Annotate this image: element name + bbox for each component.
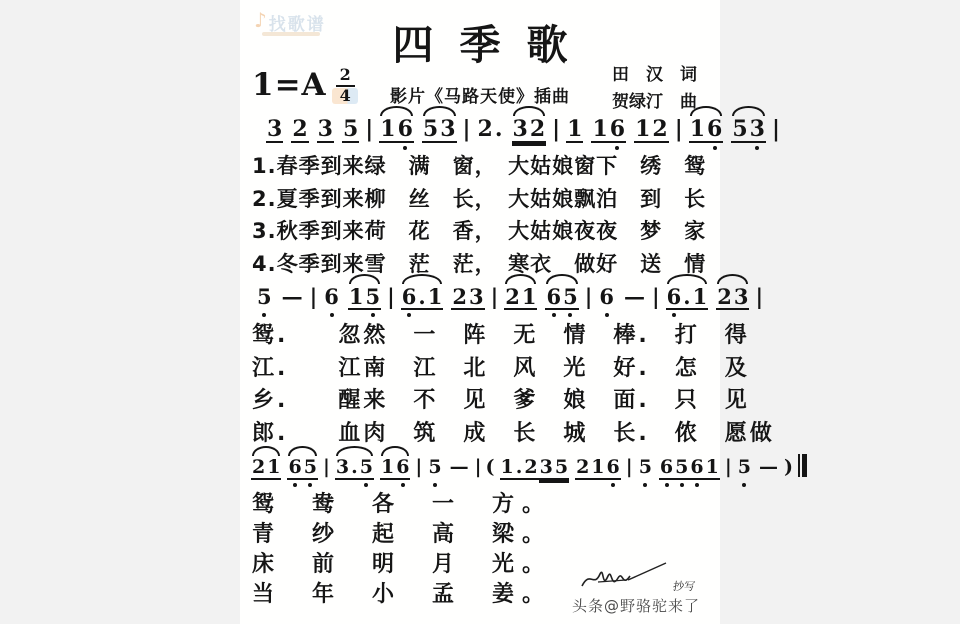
lyrics-line: 当 年 小 孟 姜。 (252, 582, 553, 607)
music-note-icon: ♪ (254, 8, 267, 32)
notation-line-2: 5 — | 6 1 5 | 6 . 1 2 3 | 2 1 6 5 | 6 — | 6 . 1 2 3 | (257, 284, 764, 309)
notation-line-1: 3 2 3 5 | 1 6 5 3 | 2 . 3 2 | 1 1 6 1 2 | 1 6 5 3 | (267, 116, 780, 142)
lyrics-line: 青 纱 起 高 梁。 (252, 522, 553, 547)
middle-lyrics-block (252, 320, 775, 450)
transcriber-signature (578, 560, 695, 594)
platform-watermark: 头条@野骆驼来了 (572, 597, 701, 615)
song-title: 四季歌 (392, 21, 594, 69)
ending-lyrics-block (252, 490, 552, 610)
lyrics-line: 郎. 血肉 筑 成 长 城 长. 侬 愿做 (252, 420, 775, 446)
lyrics-line: 1.春季到来绿 满 窗， 大姑娘窗下 绣 鸳 (252, 154, 707, 178)
time-signature-numerator: 2 (336, 67, 355, 87)
lyrics-line: 3.秋季到来荷 花 香， 大姑娘夜夜 梦 家 (252, 219, 707, 243)
signature-scribble-icon (578, 560, 670, 594)
lyrics-line: 鸳 鸯 各 一 方。 (252, 492, 553, 517)
verse-lyrics-block (252, 150, 706, 280)
signature-note: 抄写 (672, 580, 696, 593)
lyrics-line: 2.夏季到来柳 丝 长， 大姑娘飘泊 到 长 (252, 186, 707, 211)
lyricist-credit: 田 汉 词 (612, 65, 697, 85)
composer-credit: 贺绿汀 曲 (612, 92, 697, 112)
lyrics-line: 4.冬季到来雪 茫 茫， 寒衣 做好 送 情 (252, 251, 707, 276)
site-watermark-text: 找歌谱 (268, 15, 326, 35)
key-signature: 1=A (252, 66, 327, 103)
lyrics-line: 鸳. 忽然 一 阵 无 情 棒. 打 得 (252, 323, 750, 348)
time-signature-denominator: 4 (339, 85, 351, 105)
lyrics-line: 床 前 明 月 光。 (252, 552, 553, 577)
final-barline (798, 454, 807, 477)
lyrics-line: 江. 江南 江 北 风 光 好. 怎 及 (252, 355, 750, 381)
lyrics-line: 乡. 醒来 不 见 爹 娘 面. 只 见 (252, 388, 750, 413)
notation-line-3: 2 1 6 5 | 3 . 5 1 6 | 5 — | ( 1 . 2 3 5 2 1 6 | 5 6 5 6 1 | 5 — ) (248, 437, 807, 480)
film-source-subtitle: 影片《马路天使》插曲 (390, 87, 570, 107)
sheet-music-page (240, 0, 794, 624)
